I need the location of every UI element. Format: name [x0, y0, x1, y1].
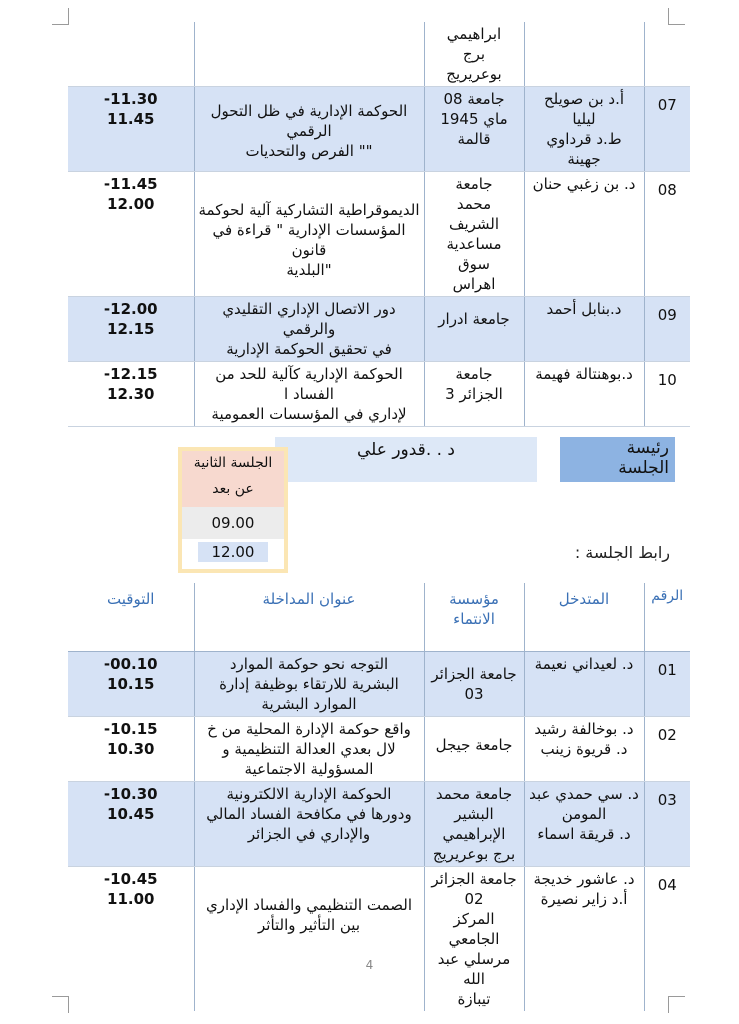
- table-row: [68, 297, 690, 362]
- row-number: 10: [644, 362, 690, 427]
- session-chair-label: رئيسة الجلسة: [560, 437, 675, 482]
- institution-cell: جامعة الجزائر 3: [424, 362, 524, 427]
- session-title: الجلسة الثانية: [182, 451, 284, 475]
- time-cell: -00.10 10.15: [68, 652, 194, 717]
- row-number: 04: [657, 876, 677, 894]
- row-number: 07: [644, 87, 690, 172]
- crop-mark-top-left: [52, 8, 69, 25]
- institution-cell: جامعة 08 ماي 1945 قالمة: [424, 87, 524, 172]
- header-number: الرقم: [644, 583, 690, 652]
- header-title: عنوان المداخلة: [194, 583, 424, 652]
- page-number: 4: [365, 958, 374, 972]
- time-cell: -12.15 12.30: [68, 362, 194, 427]
- speaker-cell: د. بن زغبي حنان: [524, 172, 644, 297]
- row-number: 03: [644, 782, 690, 867]
- table-row: [68, 172, 690, 297]
- table-row: [68, 22, 690, 87]
- title-cell: دور الاتصال الإداري التقليدي والرقمي في تحقيق الحوكمة الإدارية: [194, 297, 424, 362]
- session-link-label: رابط الجلسة :: [574, 543, 670, 562]
- speaker-cell: د. بوخالفة رشيد د. قريوة زينب: [524, 717, 644, 782]
- time-cell: -12.00 12.15: [68, 297, 194, 362]
- institution-cell: جامعة جيجل: [424, 717, 524, 782]
- speaker-cell: د. عاشور خديجة أ.د زاير نصيرة: [524, 867, 644, 1012]
- row-number: 01: [644, 652, 690, 717]
- table-row: [68, 362, 690, 427]
- table-row: [68, 87, 690, 172]
- session-mode: عن بعد: [182, 475, 284, 507]
- table-row: [68, 867, 690, 1012]
- session-one-table: [68, 22, 690, 427]
- time-cell: -10.45 11.00: [68, 867, 194, 1012]
- speaker-cell: د.بنابل أحمد: [524, 297, 644, 362]
- time-cell: -10.15 10.30: [68, 717, 194, 782]
- table-row: [68, 717, 690, 782]
- row-number: 09: [644, 297, 690, 362]
- institution-cell: جامعة محمد البشير الإبراهيمي برج بوعريريج: [424, 782, 524, 867]
- session-info-box: [178, 447, 288, 573]
- time-cell: -11.45 12.00: [68, 172, 194, 297]
- title-cell: الديموقراطية التشاركية آلية لحوكمة المؤسسات الإدارية " قراءة في قانون "البلدية: [194, 172, 424, 297]
- institution-cell: جامعة الجزائر 03: [424, 652, 524, 717]
- speaker-cell: د.بوهنتالة فهيمة: [524, 362, 644, 427]
- time-cell: -10.30 10.45: [68, 782, 194, 867]
- table-row: [68, 782, 690, 867]
- header-institution: مؤسسة الانتماء: [424, 583, 524, 652]
- speaker-cell: د. سي حمدي عبد المومن د. قريقة اسماء: [524, 782, 644, 867]
- table-header-row: [68, 583, 690, 652]
- row-number: 08: [644, 172, 690, 297]
- institution-cell: جامعة ادرار: [424, 297, 524, 362]
- header-speaker: المتدخل: [524, 583, 644, 652]
- title-cell: الحوكمة الإدارية الالكترونية ودورها في مكافحة الفساد المالي والإداري في الجزائر: [194, 782, 424, 867]
- session-chair-name: د . .قدور علي: [275, 437, 537, 482]
- institution-cell: ابراهيمي برج بوعريريج: [424, 22, 524, 87]
- time-cell: [68, 22, 194, 87]
- session-start-time: 09.00: [182, 507, 284, 539]
- table-row: [68, 652, 690, 717]
- time-cell: -11.30 11.45: [68, 87, 194, 172]
- institution-cell: جامعة محمد الشريف مساعدية سوق اهراس: [424, 172, 524, 297]
- title-cell: [194, 22, 424, 87]
- row-number: 02: [644, 717, 690, 782]
- title-cell: واقع حوكمة الإدارة المحلية من خ لال بعدي العدالة التنظيمية و المسؤولية الاجتماعية: [194, 717, 424, 782]
- session-two-table: [68, 583, 690, 1011]
- title-cell: التوجه نحو حوكمة الموارد البشرية للارتقاء بوظيفة إدارة الموارد البشرية: [194, 652, 424, 717]
- speaker-cell: أ.د بن صويلح ليليا ط.د قرداوي جهينة: [524, 87, 644, 172]
- header-time: التوقيت: [68, 583, 194, 652]
- speaker-cell: [524, 22, 644, 87]
- speaker-cell: د. لعيداني نعيمة: [524, 652, 644, 717]
- session-end-time: 12.00: [182, 539, 284, 562]
- title-cell: الحوكمة الإدارية في ظل التحول الرقمي "" الفرص والتحديات: [194, 87, 424, 172]
- title-cell: الصمت التنظيمي والفساد الإداري بين التأثير والتأثر: [194, 867, 424, 1012]
- title-cell: الحوكمة الإدارية كآلية للحد من الفساد ا لإداري في المؤسسات العمومية: [194, 362, 424, 427]
- row-number: [644, 22, 690, 87]
- crop-mark-bottom-left: [52, 996, 69, 1013]
- institution-cell: جامعة الجزائر 02 المركز الجامعي مرسلي عبد الله تيبازة: [424, 867, 524, 1012]
